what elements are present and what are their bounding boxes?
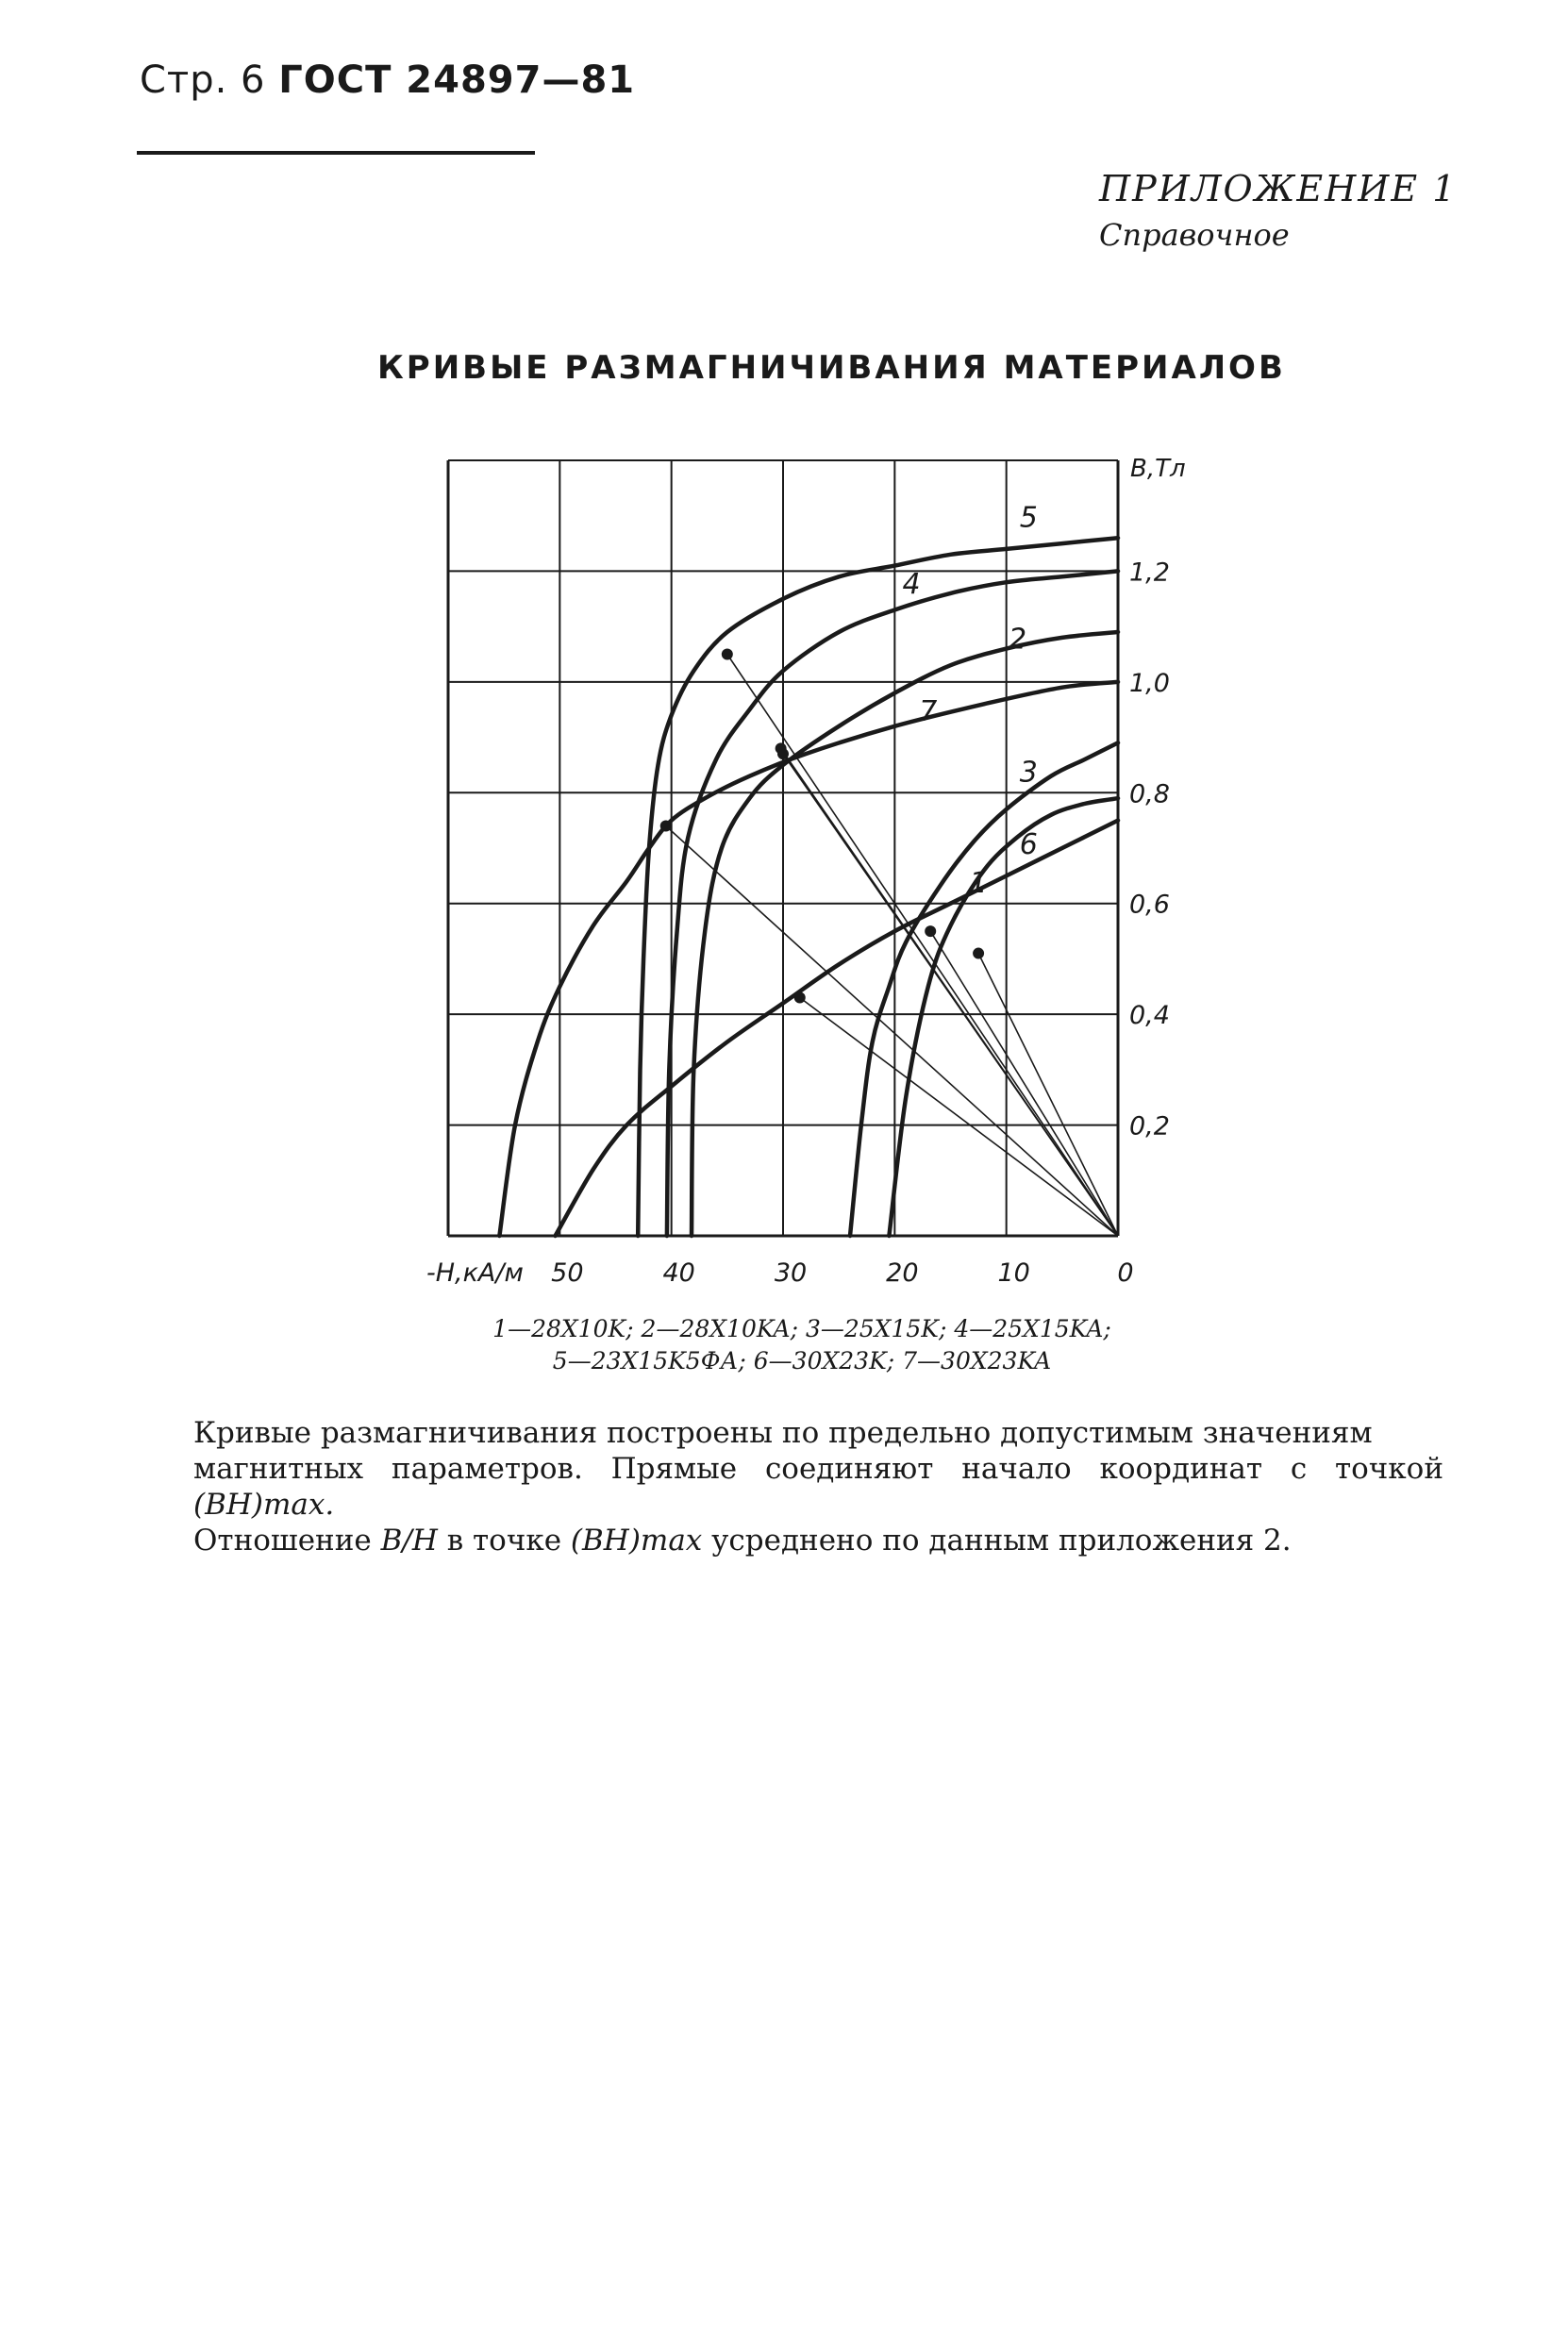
note-line-2: магнитных параметров. Прямые соединяют начало координат с точкой (BH)max. — [193, 1452, 1443, 1522]
bhmax-ray-7 — [666, 826, 1118, 1236]
bhmax-point-6 — [794, 992, 806, 1004]
bhmax-formula: (BH)max. — [193, 1488, 335, 1522]
chart-title: КРИВЫЕ РАЗМАГНИЧИВАНИЯ МАТЕРИАЛОВ — [377, 349, 1286, 387]
appendix-subtitle: Справочное — [1099, 217, 1290, 253]
page-number: Стр. 6 — [140, 58, 266, 102]
bhmax-ray-6 — [800, 998, 1118, 1236]
chart-grid — [448, 460, 1118, 1236]
curve-label-5: 5 — [1019, 501, 1038, 535]
y-tick-label: 0,8 — [1129, 779, 1170, 809]
bh-ratio: B/H — [380, 1524, 438, 1558]
y-tick-label: 1,2 — [1129, 558, 1170, 588]
curve-1 — [889, 798, 1118, 1236]
curve-3 — [850, 742, 1118, 1236]
y-tick-label: 1,0 — [1129, 668, 1170, 698]
legend-line-1: 1—28X10K; 2—28X10KA; 3—25X15K; 4—25X15KA; — [492, 1315, 1111, 1342]
chart-rays — [666, 655, 1118, 1237]
bhmax-ray-4 — [781, 748, 1118, 1236]
y-axis-label: B,Тл — [1130, 455, 1186, 483]
x-tick-label: 30 — [774, 1258, 808, 1288]
x-tick-label: 0 — [1117, 1258, 1134, 1288]
bhmax-point-4 — [776, 742, 787, 754]
x-tick-label: 10 — [997, 1258, 1030, 1288]
note-line-3: Отношение B/H в точке (BH)max усреднено по данным приложения 2. — [193, 1524, 1292, 1558]
bhmax-point-7 — [660, 821, 672, 832]
bhmax-ray-3 — [930, 931, 1118, 1236]
y-tick-label: 0,2 — [1129, 1111, 1170, 1141]
x-axis-label: -H,кА/м — [426, 1258, 524, 1288]
y-tick-label: 0,6 — [1129, 890, 1170, 920]
curve-label-4: 4 — [902, 567, 921, 601]
x-tick-label: 40 — [662, 1258, 695, 1288]
bhmax-point-3 — [925, 925, 936, 937]
bhmax-point-5 — [722, 649, 733, 660]
bhmax-point-1 — [973, 948, 984, 959]
y-tick-label: 0,4 — [1129, 1001, 1170, 1031]
standard-number: ГОСТ 24897—81 — [278, 58, 636, 102]
curve-label-3: 3 — [1019, 756, 1038, 790]
bhmax-ray-5 — [727, 655, 1118, 1237]
x-tick-label: 50 — [551, 1258, 584, 1288]
bhmax-ray-1 — [978, 954, 1118, 1236]
curve-label-2: 2 — [1008, 623, 1027, 657]
curve-label-1: 1 — [969, 866, 988, 900]
legend-line-2: 5—23X15K5ФА; 6—30X23K; 7—30X23KA — [552, 1347, 1052, 1374]
bhmax-formula-2: (BH)max — [570, 1524, 703, 1558]
note-line-1: Кривые размагничивания построены по предельно допустимым значениям — [193, 1416, 1373, 1450]
x-tick-label: 20 — [886, 1258, 919, 1288]
curve-label-7: 7 — [919, 694, 938, 728]
note-paragraph — [193, 1415, 1443, 1558]
appendix-title: ПРИЛОЖЕНИЕ 1 — [1099, 168, 1458, 209]
curve-label-6: 6 — [1019, 827, 1038, 861]
